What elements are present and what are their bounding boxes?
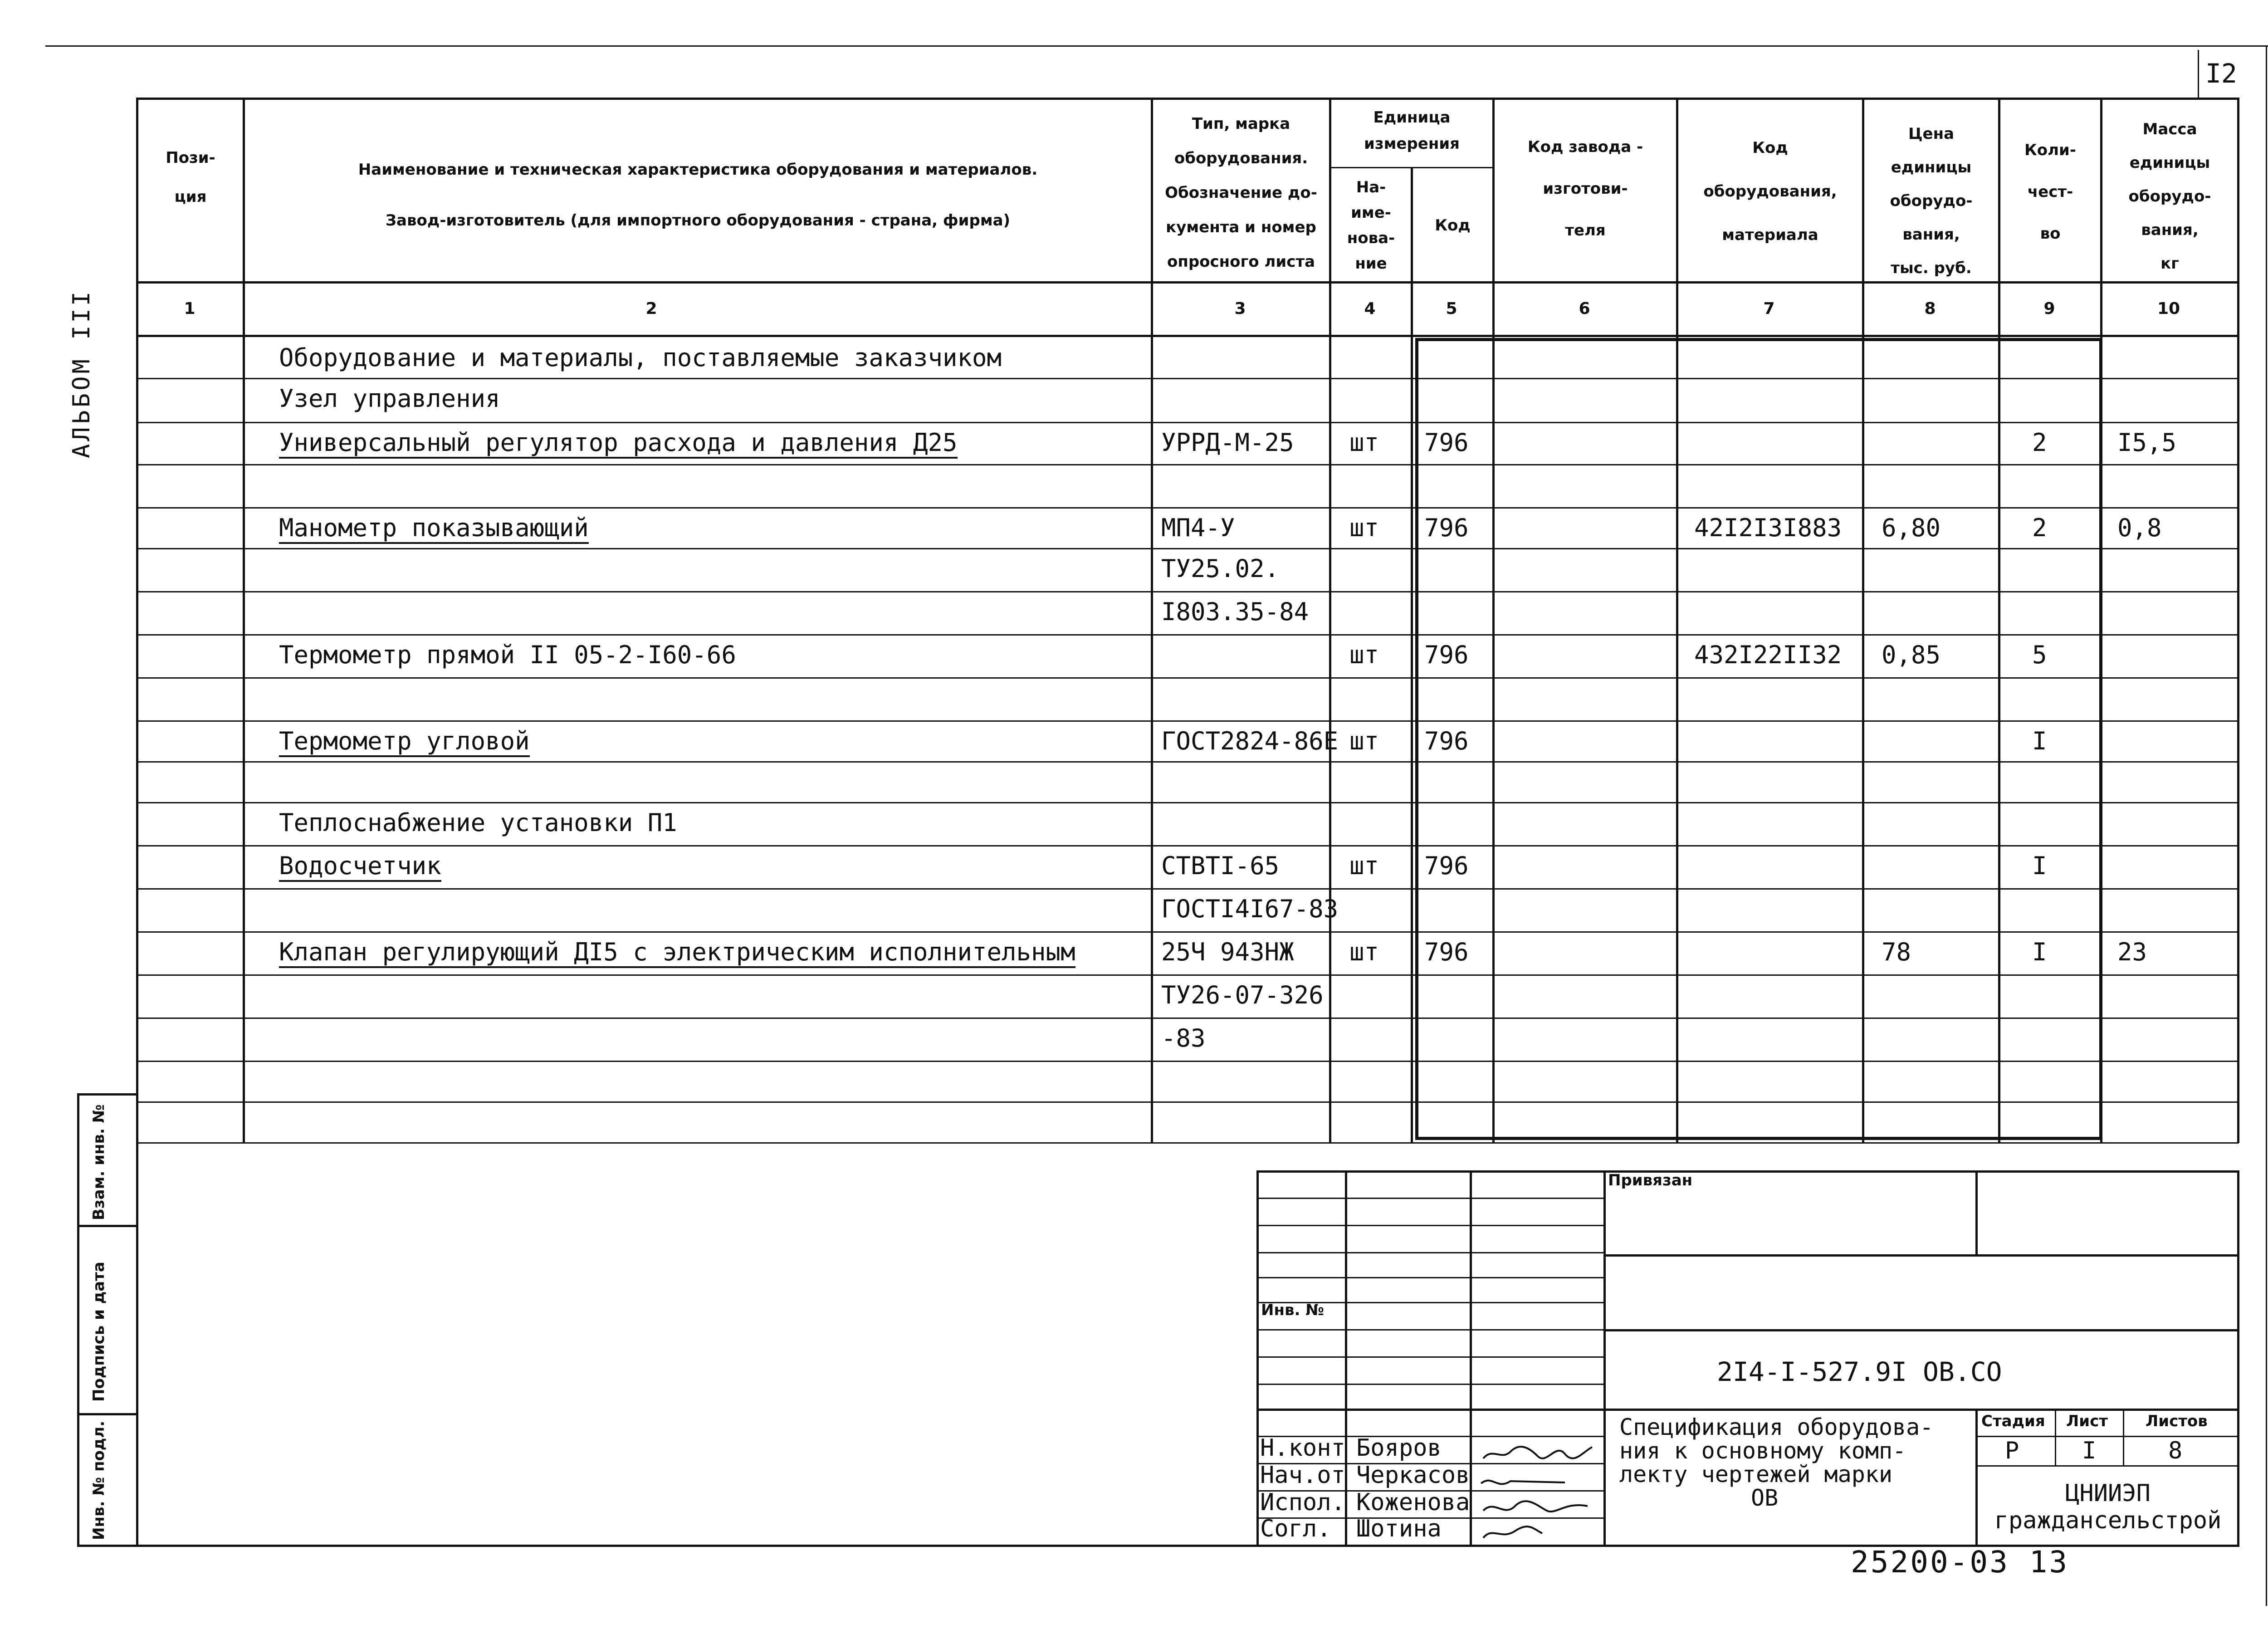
row-separator	[136, 591, 2239, 592]
cell-ocode: 42I2I3I883	[1694, 514, 1842, 542]
row-separator	[136, 378, 2239, 379]
row-separator	[136, 507, 2239, 509]
cell-type: -83	[1161, 1024, 1206, 1052]
cell-price: 0,85	[1882, 641, 1941, 669]
cell-mass: I5,5	[2117, 428, 2177, 457]
side-strip-right	[136, 1093, 138, 1547]
tb-row-1	[1256, 1198, 1603, 1199]
name-3: Коженова	[1356, 1489, 1470, 1516]
table-border-left	[136, 98, 138, 1143]
right-rule	[2266, 45, 2267, 1606]
label-sheet: Лист	[2066, 1412, 2108, 1430]
hdr-qty: Коли- чест- во	[2024, 141, 2076, 243]
col-num-5: 5	[1446, 299, 1457, 318]
hdr-price: Цена единицы оборудо- вания, тыс. руб.	[1890, 125, 1973, 277]
tb-stage-val-line	[1975, 1465, 2239, 1467]
row-separator	[136, 548, 2239, 549]
hdr-name: Наименование и техническая характеристика оборудования и материалов. Завод-изготовитель (для импортного оборудования - страна, фирма)	[358, 161, 1038, 230]
cell-code: 796	[1424, 514, 1469, 542]
corner-box-line	[2198, 50, 2199, 100]
cell-name: Термометр прямой II 05-2-I60-66	[279, 641, 736, 669]
col-line-1	[243, 98, 245, 1143]
tb-row-7	[1256, 1356, 1603, 1358]
side-strip-div1	[77, 1225, 138, 1227]
role-1: Н.конт	[1260, 1434, 1345, 1462]
cell-type: УРРД-М-25	[1161, 428, 1294, 457]
name-1: Бояров	[1356, 1434, 1442, 1462]
album-mark: АЛЬБОМ III	[68, 289, 95, 458]
row-separator	[136, 761, 2239, 763]
hdr-unit-name: На- име- нова- ние	[1347, 178, 1395, 273]
col-num-4: 4	[1364, 299, 1376, 318]
cell-unit: шт	[1349, 727, 1379, 755]
tb-top	[1256, 1170, 2239, 1173]
label-inv-no: Инв. №	[1261, 1301, 1325, 1319]
row-separator	[136, 422, 2239, 423]
row-separator	[136, 464, 2239, 465]
cell-name: Клапан регулирующий ДI5 с электрическим исполнительным	[279, 938, 1075, 968]
tb-row-8	[1256, 1384, 1603, 1385]
tb-right	[2237, 1170, 2239, 1547]
tb-stage-left	[1975, 1409, 1978, 1547]
row-separator	[136, 1018, 2239, 1019]
cell-type: СТВТI-65	[1161, 851, 1280, 880]
hdr-mass: Масса единицы оборудо- вания, кг	[2128, 120, 2211, 273]
tb-col-3	[1603, 1170, 1606, 1547]
cell-type: ГОСТI4I67-83	[1161, 895, 1339, 923]
cell-mass: 0,8	[2117, 514, 2162, 542]
cell-name: Водосчетчик	[279, 851, 441, 882]
side-strip-left	[77, 1093, 79, 1547]
hdr-factory: Код завода - изготови- теля	[1527, 138, 1643, 240]
colnum-bottom-line	[136, 335, 2239, 337]
cell-name: Теплоснабжение установки П1	[279, 808, 677, 837]
cell-name: Манометр показывающий	[279, 514, 589, 544]
row-separator	[136, 888, 2239, 890]
label-stage: Стадия	[1981, 1412, 2045, 1430]
row-separator	[136, 974, 2239, 976]
cell-type: 25Ч 943НЖ	[1161, 938, 1294, 966]
tb-row-4	[1256, 1277, 1603, 1278]
side-strip-div2	[77, 1413, 138, 1415]
signatures	[1474, 1438, 1601, 1542]
label-inv-podl: Инв. № подл.	[90, 1420, 108, 1540]
cell-code: 796	[1424, 938, 1469, 966]
cell-type: I803.35-84	[1161, 597, 1309, 626]
cell-code: 796	[1424, 727, 1469, 755]
tb-privyazan-split	[1975, 1170, 1978, 1257]
label-privyazan: Привязан	[1608, 1171, 1693, 1189]
cell-unit: шт	[1349, 938, 1379, 966]
row-separator	[136, 802, 2239, 803]
cell-type: ТУ25.02.	[1161, 554, 1280, 583]
hdr-equip-code: Код оборудования, материала	[1703, 139, 1837, 244]
side-strip-top	[77, 1093, 138, 1096]
row-separator	[136, 677, 2239, 679]
hdr-unit: Единица измерения	[1364, 108, 1460, 153]
cell-price: 6,80	[1882, 514, 1941, 542]
label-podpis-data: Подпись и дата	[90, 1262, 108, 1402]
col-num-2: 2	[645, 299, 657, 318]
cell-qty: I	[2032, 727, 2047, 755]
organization: ЦНИИЭП граждансельстрой	[1994, 1480, 2222, 1534]
cell-name: Универсальный регулятор расхода и давления Д25	[279, 428, 958, 459]
tb-row-3	[1256, 1252, 1603, 1253]
name-4: Шотина	[1356, 1515, 1442, 1542]
tb-stage-split-1	[2055, 1409, 2056, 1465]
col-num-6: 6	[1579, 299, 1590, 318]
col-num-1: 1	[184, 299, 196, 318]
tb-row-6	[1256, 1329, 1603, 1331]
col-num-7: 7	[1763, 299, 1775, 318]
highlight-box	[1415, 338, 2102, 1140]
cell-type: МП4-У	[1161, 514, 1235, 542]
document-title: Спецификация оборудова- ния к основному комп- лекту чертежей марки ОВ	[1619, 1414, 1934, 1511]
cell-qty: 5	[2032, 641, 2047, 669]
value-stage: Р	[2005, 1437, 2019, 1464]
cell-unit: шт	[1349, 641, 1379, 669]
archive-number: 25200-03 13	[1851, 1545, 2069, 1580]
tb-stage-split-2	[2123, 1409, 2124, 1465]
hdr-unit-code: Код	[1435, 216, 1471, 235]
cell-qty: I	[2032, 851, 2047, 880]
table-border-top	[136, 98, 2239, 100]
cell-unit: шт	[1349, 428, 1379, 457]
label-vzam-inv: Взам. инв. №	[90, 1104, 108, 1220]
cell-type: ГОСТ2824-86Е	[1161, 727, 1339, 755]
tb-code-top	[1603, 1329, 2239, 1331]
row-separator	[136, 1101, 2239, 1103]
cell-name: Узел управления	[279, 384, 500, 413]
col-num-8: 8	[1924, 299, 1936, 318]
col-num-3: 3	[1234, 299, 1246, 318]
role-3: Испол.	[1260, 1489, 1345, 1516]
row-separator	[136, 1061, 2239, 1062]
col-num-9: 9	[2043, 299, 2055, 318]
value-sheet: I	[2082, 1437, 2097, 1464]
cell-code: 796	[1424, 641, 1469, 669]
value-sheets: 8	[2168, 1437, 2183, 1464]
cell-mass: 23	[2117, 938, 2147, 966]
top-rule	[45, 45, 2268, 47]
cell-price: 78	[1882, 938, 1911, 966]
cell-qty: 2	[2032, 428, 2047, 457]
document-code: 2I4-I-527.9I ОВ.СО	[1717, 1356, 2002, 1387]
cell-name: Термометр угловой	[279, 727, 530, 757]
cell-type: ТУ26-07-326	[1161, 981, 1324, 1009]
cell-code: 796	[1424, 428, 1469, 457]
tb-privyazan-bottom	[1603, 1254, 2239, 1257]
name-2: Черкасов	[1356, 1462, 1470, 1489]
cell-unit: шт	[1349, 851, 1379, 880]
corner-sheet-number: I2	[2205, 58, 2237, 89]
hdr-pos: Пози- ция	[166, 149, 215, 206]
row-separator	[136, 720, 2239, 722]
tb-row-2	[1256, 1225, 1603, 1226]
row-separator	[136, 1142, 2239, 1144]
row-separator	[136, 634, 2239, 636]
table-border-right	[2237, 98, 2239, 1143]
cell-code: 796	[1424, 851, 1469, 880]
cell-name: Оборудование и материалы, поставляемые заказчиком	[279, 343, 1002, 372]
role-4: Согл.	[1260, 1515, 1331, 1542]
row-separator	[136, 845, 2239, 846]
row-separator	[136, 931, 2239, 933]
hdr-type: Тип, марка оборудования. Обозначение до- кумента и номер опросного листа	[1165, 115, 1317, 271]
cell-qty: 2	[2032, 514, 2047, 542]
cell-ocode: 432I22II32	[1694, 641, 1842, 669]
cell-qty: I	[2032, 938, 2047, 966]
col-num-10: 10	[2157, 299, 2180, 318]
role-2: Нач.от	[1260, 1462, 1345, 1489]
tb-row-9	[1256, 1409, 2239, 1411]
cell-unit: шт	[1349, 514, 1379, 542]
label-sheets: Листов	[2146, 1412, 2208, 1430]
